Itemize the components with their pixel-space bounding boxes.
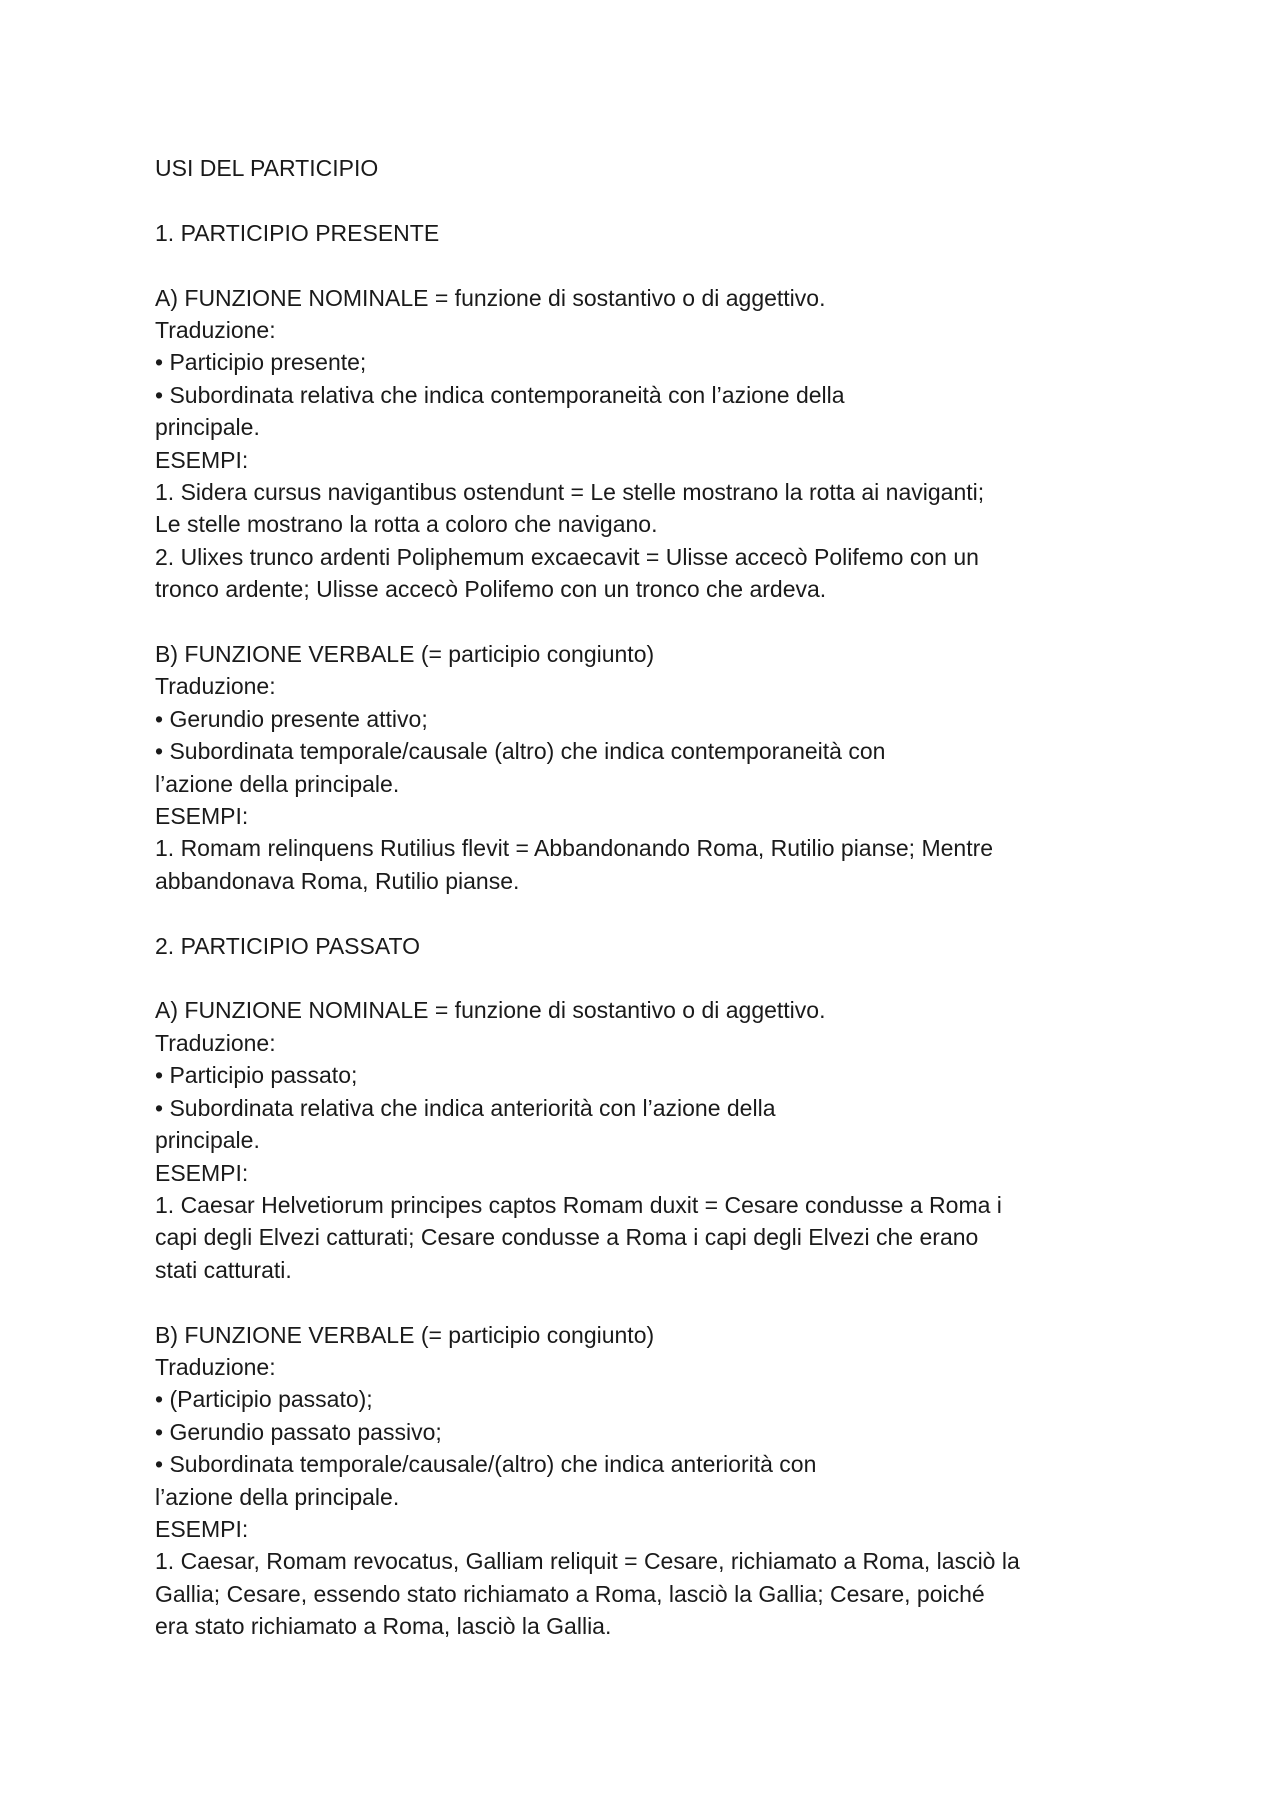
- bullet-item: • Subordinata temporale/causale/(altro) che indica anteriorità con: [155, 1451, 817, 1478]
- translation-label: Traduzione:: [155, 1353, 276, 1380]
- text-line: principale.: [155, 1127, 260, 1154]
- example-line: 1. Caesar Helvetiorum principes captos Romam duxit = Cesare condusse a Roma i: [155, 1191, 1002, 1218]
- bullet-item: • Participio passato;: [155, 1062, 358, 1089]
- example-line: 1. Sidera cursus navigantibus ostendunt = Le stelle mostrano la rotta ai naviganti;: [155, 479, 985, 506]
- translation-label: Traduzione:: [155, 1029, 276, 1056]
- document-title: USI DEL PARTICIPIO: [155, 155, 379, 181]
- example-line: stati catturati.: [155, 1256, 292, 1283]
- section-heading: 2. PARTICIPIO PASSATO: [155, 932, 421, 959]
- example-line: abbandonava Roma, Rutilio pianse.: [155, 867, 520, 894]
- spacer: [155, 249, 1075, 281]
- example-line: Gallia; Cesare, essendo stato richiamato a Roma, lasciò la Gallia; Cesare, poiché: [155, 1580, 985, 1607]
- example-line: Le stelle mostrano la rotta a coloro che navigano.: [155, 511, 658, 538]
- example-line: 2. Ulixes trunco ardenti Poliphemum excaecavit = Ulisse accecò Polifemo con un: [155, 543, 979, 570]
- examples-label: ESEMPI:: [155, 446, 249, 473]
- spacer: [155, 962, 1075, 994]
- subsection-heading: A) FUNZIONE NOMINALE = funzione di sostantivo o di aggettivo.: [155, 997, 826, 1024]
- spacer: [155, 897, 1075, 929]
- example-line: 1. Caesar, Romam revocatus, Galliam reliquit = Cesare, richiamato a Roma, lasciò la: [155, 1548, 1020, 1575]
- example-line: era stato richiamato a Roma, lasciò la Gallia.: [155, 1613, 612, 1640]
- section-heading: 1. PARTICIPIO PRESENTE: [155, 219, 440, 246]
- bullet-item: • Subordinata relativa che indica anteriorità con l’azione della: [155, 1094, 776, 1121]
- bullet-item: • (Participio passato);: [155, 1386, 373, 1413]
- text-line: l’azione della principale.: [155, 1483, 400, 1510]
- examples-label: ESEMPI:: [155, 1159, 249, 1186]
- translation-label: Traduzione:: [155, 317, 276, 343]
- text-line: l’azione della principale.: [155, 770, 400, 797]
- text-line: principale.: [155, 414, 260, 441]
- bullet-item: • Gerundio passato passivo;: [155, 1418, 442, 1445]
- spacer: [155, 606, 1075, 638]
- translation-label: Traduzione:: [155, 673, 276, 700]
- subsection-heading: B) FUNZIONE VERBALE (= participio congiunto): [155, 641, 655, 668]
- document-page: [155, 152, 1075, 1643]
- bullet-item: • Gerundio presente attivo;: [155, 705, 428, 732]
- subsection: [155, 994, 1075, 1286]
- example-line: tronco ardente; Ulisse accecò Polifemo con un tronco che ardeva.: [155, 576, 827, 603]
- bullet-item: • Subordinata temporale/causale (altro) che indica contemporaneità con: [155, 738, 886, 765]
- subsection-heading: B) FUNZIONE VERBALE (= participio congiunto): [155, 1321, 655, 1348]
- examples-label: ESEMPI:: [155, 803, 249, 830]
- subsection: [155, 1319, 1075, 1643]
- spacer: [155, 1286, 1075, 1318]
- examples-label: ESEMPI:: [155, 1515, 249, 1542]
- example-line: capi degli Elvezi catturati; Cesare condusse a Roma i capi degli Elvezi che erano: [155, 1224, 979, 1251]
- spacer: [155, 184, 1075, 216]
- subsection: [155, 282, 1075, 606]
- bullet-item: • Subordinata relativa che indica contemporaneità con l’azione della: [155, 381, 845, 408]
- subsection-heading: A) FUNZIONE NOMINALE = funzione di sostantivo o di aggettivo.: [155, 284, 826, 311]
- example-line: 1. Romam relinquens Rutilius flevit = Abbandonando Roma, Rutilio pianse; Mentre: [155, 835, 994, 862]
- subsection: [155, 638, 1075, 897]
- bullet-item: • Participio presente;: [155, 349, 367, 376]
